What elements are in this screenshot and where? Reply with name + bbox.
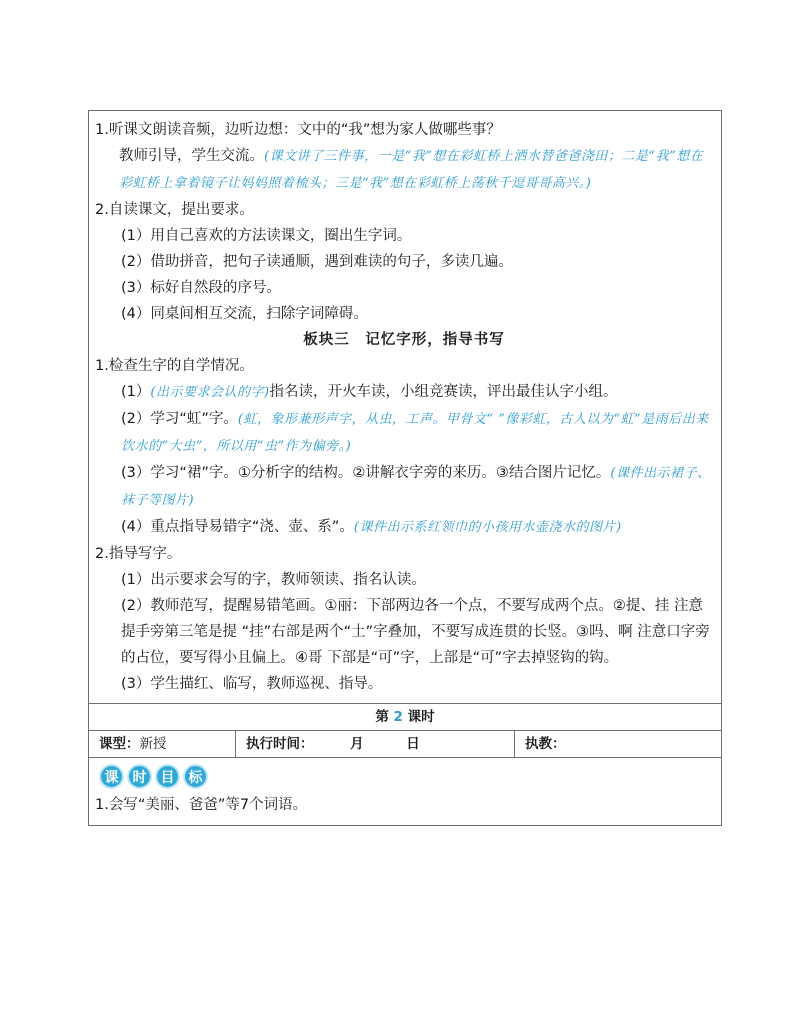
- check-item-3: [95, 460, 713, 514]
- goal-item-1: 1.会写“美丽、爸爸”等7个词语。: [95, 797, 308, 813]
- check-selfstudy: 1.检查生字的自学情况。: [95, 358, 254, 374]
- check-item-1-note: (出示要求会认的字): [150, 385, 270, 400]
- check-item-4: [95, 514, 713, 541]
- writing-item-1: (1）出示要求会写的字，教师领读、指名认读。: [121, 572, 426, 588]
- goal-badge-3: 目: [155, 764, 180, 789]
- goal-badge-1: 课: [99, 764, 124, 789]
- lesson-type-value: 新授: [139, 736, 167, 752]
- requirement-4: (4）同桌间相互交流，扫除字词障碍。: [121, 306, 368, 322]
- check-item-4-text: (4）重点指导易错字“浇、壶、系”。: [121, 519, 354, 535]
- check-item-1: [95, 379, 713, 406]
- teacher-cell: [515, 731, 721, 757]
- step1-guide-text: 教师引导，学生交流。: [119, 148, 264, 164]
- lesson-info-row: [89, 730, 721, 757]
- execution-time-label: 执行时间：: [246, 736, 314, 752]
- lesson-number: 2: [393, 709, 403, 725]
- lesson-suffix: 课时: [407, 709, 435, 725]
- lesson-number-row: [89, 703, 721, 730]
- step2-self-read: 2.自读课文，提出要求。: [95, 202, 254, 218]
- lesson-plan-table: [88, 110, 722, 826]
- requirement-1: (1）用自己喜欢的方法读课文，圈出生字词。: [121, 228, 412, 244]
- check-item-2-text: (2）学习“虹”字。: [121, 411, 238, 427]
- lesson-type-cell: [89, 731, 236, 757]
- lesson-content: [89, 111, 721, 703]
- goals-heading-badges: [99, 764, 715, 789]
- step1-listen: 1.听课文朗读音频，边听边想：文中的“我”想为家人做哪些事？: [95, 122, 501, 138]
- check-item-2-note: (虹，象形兼形声字，从虫，工声。甲骨文“ ”像彩虹，古人以为“虹”是雨后出来饮水的“大虫”，所以用“虫”作为偏旁。): [121, 412, 709, 454]
- teacher-label: 执教：: [525, 736, 566, 752]
- step1-note: (课文讲了三件事，一是“我”想在彩虹桥上洒水替爸爸浇田；二是“我”想在彩虹桥上拿着镜子让妈妈照着梳头；三是“我”想在彩虹桥上荡秋千逗哥哥高兴。): [119, 149, 704, 191]
- check-item-1-text: 指名读，开火车读，小组竞赛读，评出最佳认字小组。: [269, 384, 618, 400]
- writing-item-3: (3）学生描红、临写，教师巡视、指导。: [121, 676, 383, 692]
- month-label: 月: [350, 736, 364, 752]
- step1-guide-paragraph: [95, 143, 713, 197]
- check-item-3-note: (课件出示裙子、袜子等图片): [121, 466, 711, 508]
- requirement-3: (3）标好自然段的序号。: [121, 280, 281, 296]
- goal-badge-4: 标: [183, 764, 208, 789]
- check-item-2: [95, 406, 713, 460]
- section-title-block3: 板块三 记忆字形，指导书写: [303, 332, 505, 348]
- check-item-1-num: (1）: [121, 384, 151, 400]
- writing-guide: 2.指导写字。: [95, 546, 182, 562]
- check-item-3-text: (3）学习“裙”字。①分析字的结构。②讲解衣字旁的来历。③结合图片记忆。: [121, 465, 611, 481]
- requirement-2: (2）借助拼音，把句子读通顺，遇到难读的句子，多读几遍。: [121, 254, 513, 270]
- goal-badge-2: 时: [127, 764, 152, 789]
- execution-time-cell: [236, 731, 515, 757]
- writing-item-2: (2）教师范写，提醒易错笔画。①丽：下部两边各一个点，不要写成两个点。②提、挂 注意提手旁第三笔是提 “挂”右部是两个“土”字叠加，不要写成连贯的长竖。③吗、啊 注意口字旁的占位，要写得小且偏上。④哥 下部是“可”字，上部是“可”字去掉竖钩的钩。: [121, 598, 710, 666]
- day-label: 日: [406, 736, 420, 752]
- check-item-4-note: (课件出示系红领巾的小孩用水壶浇水的图片): [353, 520, 622, 535]
- lesson-goals: [89, 757, 721, 825]
- lesson-prefix: 第: [375, 709, 389, 725]
- lesson-type-label: 课型：: [99, 736, 140, 752]
